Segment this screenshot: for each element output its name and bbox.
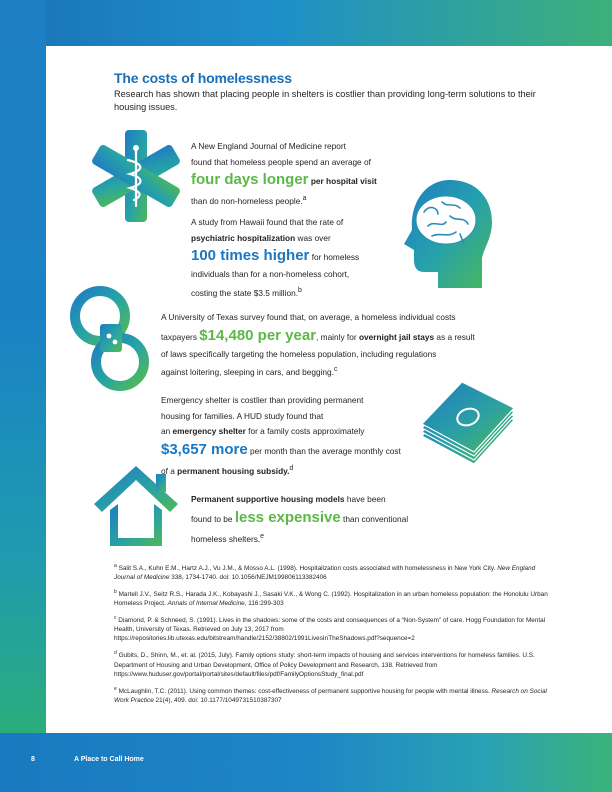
footnote <box>114 614 549 643</box>
stat-hospital-line2: found that homeless people spend an average of <box>191 156 371 167</box>
footnote-text: Martell J.V., Seitz R.S., Harada J.K., Kobayashi J., Sasaki V.K., & Wong C. (1992). Hospitalization in an urban homeless population: the Honolulu Urban Homeless Project. <box>114 591 548 608</box>
stat-shelter-after-highlight: per month than the average monthly cost <box>247 445 401 456</box>
stat-shelter-line2: housing for families. A HUD study found that <box>161 410 324 421</box>
stat-psychiatric-line5: costing the state $3.5 million. <box>191 287 298 298</box>
money-stack-icon <box>416 382 520 474</box>
publication-title: A Place to Call Home <box>74 756 144 763</box>
stat-psychiatric-bold: psychiatric hospitalization <box>191 232 296 243</box>
footnote-text-end: 116:299-303 <box>246 600 284 608</box>
stat-psychiatric-line1: A study from Hawaii found that the rate of <box>191 217 344 227</box>
stat-shelter-line1: Emergency shelter is costlier than providing permanent <box>161 395 364 405</box>
stat-hospital-after: per hospital visit <box>308 176 377 186</box>
stat-supportive-after-bold: have been <box>344 494 386 504</box>
stat-psychiatric-after-highlight: for homeless <box>309 252 360 262</box>
section-intro: Research has shown that placing people in shelters is costlier than providing long-term solutions to their housing issues. <box>114 89 536 112</box>
footnote <box>114 685 549 705</box>
footnotes <box>114 562 549 711</box>
footnote-text: Salit S.A., Kuhn E.M., Hartz A.J., Vu J.M., & Mosso A.L. (1998). Hospitalization costs associated with homelessness in New York City. <box>118 565 498 573</box>
stat-shelter-after-bold: for a family costs approximately <box>245 426 365 436</box>
stat-supportive-bold: Permanent supportive housing models <box>191 494 345 504</box>
stat-hospital-line4: than do non-homeless people. <box>191 195 303 206</box>
stat-jail-highlight: $14,480 per year <box>199 326 317 344</box>
footnote <box>114 649 549 678</box>
footnote-text: McLaughlin, T.C. (2011). Using common themes: cost-effectiveness of permanent supportive housing for people with mental illness. <box>118 687 492 695</box>
page-number: 8 <box>31 756 35 763</box>
footnote-text: Diamond, P. & Schneed, S. (1991). Lives in the shadows: some of the costs and consequences of a “Non-System” of care. Hogg Foundation for Mental Health, University of Texas. Retrieved on July 13, 2017 from https://repositories.lib.utexas.edu/bitstream/handle/2152/38802/1991LivesInTheShadows.pdf?sequence=2 <box>114 617 546 643</box>
stat-psychiatric-highlight: 100 times higher <box>191 247 310 264</box>
footnote-journal: Research on Social Work Practice <box>114 687 547 704</box>
footnote-text-end: 21(4), 409. doi: 10.1177/1049731510387307 <box>153 696 282 704</box>
stat-jail <box>161 310 521 380</box>
stat-jail-line4: against loitering, sleeping in cars, and begging. <box>161 366 334 377</box>
footnote-ref: d <box>114 650 117 657</box>
stat-jail-before: taxpayers <box>161 331 200 342</box>
section-title: The costs of homelessness <box>114 70 292 86</box>
stat-supportive-line3: homeless shelters. <box>191 533 261 544</box>
handcuffs-icon <box>62 282 162 394</box>
stat-psychiatric-line4: individuals than for a non-homeless cohort, <box>191 269 350 279</box>
stat-hospital <box>191 139 411 209</box>
stat-psychiatric-ref: b <box>298 286 302 294</box>
stat-psychiatric-after-bold: was over <box>295 232 331 243</box>
stat-supportive-highlight: less expensive <box>234 508 341 526</box>
stat-supportive-after-highlight: than conventional <box>340 513 409 524</box>
stat-jail-after-bold: as a result <box>434 331 475 342</box>
footnote-text-end: 338, 1734-1740. doi: 10.1056/NEJM199806113382406 <box>169 574 327 582</box>
footnote-ref: e <box>114 685 117 692</box>
brain-head-icon <box>398 178 494 290</box>
stat-shelter-before-bold2: of a <box>161 465 178 476</box>
stat-psychiatric <box>191 215 401 301</box>
stat-jail-line1: A University of Texas survey found that, on average, a homeless individual costs <box>161 312 456 322</box>
stat-hospital-line1: A New England Journal of Medicine report <box>191 141 346 151</box>
stat-shelter-ref: d <box>289 464 294 472</box>
stat-shelter-bold2: permanent housing subsidy. <box>177 465 290 476</box>
stat-hospital-ref: a <box>302 195 307 202</box>
footnote <box>114 588 549 608</box>
stat-shelter-before-bold: an <box>161 426 173 436</box>
left-gradient-band <box>0 0 46 792</box>
footnote-journal: Annals of Internal Medicine, <box>167 600 247 608</box>
footnote-journal: New England Journal of Medicine <box>114 565 536 582</box>
stat-supportive <box>191 492 441 547</box>
stat-jail-line3: of laws specifically targeting the homeless population, including regulations <box>161 348 437 359</box>
footnote-text: Gubits, D., Shinn, M., et. al. (2015, July). Family options study: short-term impacts of housing and services interventions for homeless families. U.S. Department of Housing and Urban Development, Office of Policy Development and Research, 138. Retrieved from https://www.huduser.gov/portal/portal/sites/default/files/pdf/FamilyOptionsStudy_final.pdf <box>114 652 535 678</box>
stat-jail-bold: overnight jail stays <box>358 331 435 342</box>
stat-supportive-ref: e <box>260 532 265 540</box>
footnote-ref: c <box>114 615 117 622</box>
stat-hospital-highlight: four days longer <box>191 171 309 188</box>
footnote-ref: b <box>114 589 117 596</box>
footnote <box>114 562 549 582</box>
medical-star-of-life-icon <box>88 130 184 222</box>
footnote-ref: a <box>114 563 117 569</box>
stat-shelter-highlight: $3,657 more <box>161 440 248 458</box>
stat-supportive-before: found to be <box>191 513 235 524</box>
stat-jail-after-highlight: , mainly for <box>316 331 359 342</box>
stat-shelter-bold: emergency shelter <box>172 426 246 436</box>
stat-shelter <box>161 393 421 479</box>
stat-jail-ref: c <box>333 366 338 373</box>
top-gradient-band <box>0 0 612 46</box>
